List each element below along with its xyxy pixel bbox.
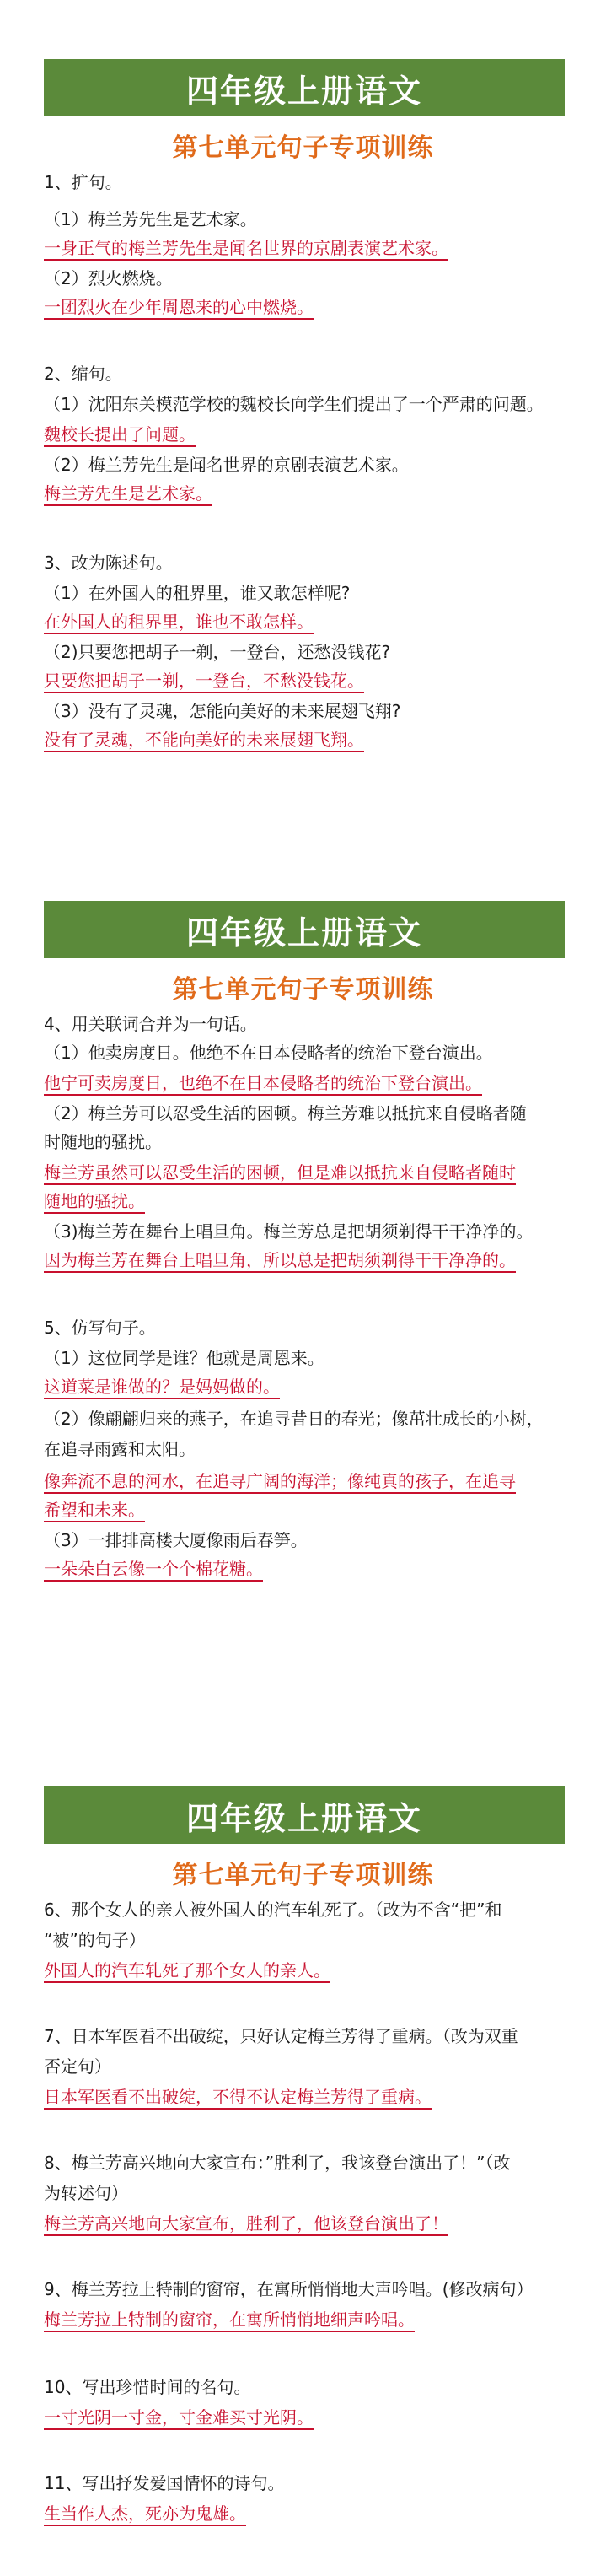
question-line bbox=[44, 2471, 284, 2495]
question-line bbox=[44, 581, 350, 605]
answer-text: 梅兰芳拉上特制的窗帘，在寓所悄悄地细声吟唱。 bbox=[44, 2309, 415, 2332]
question-line bbox=[44, 1928, 146, 1952]
answer-text: 一身正气的梅兰芳先生是闻名世界的京剧表演艺术家。 bbox=[44, 238, 448, 261]
question-text: “被”的句子） bbox=[44, 1930, 146, 1950]
answer-line bbox=[44, 1189, 145, 1213]
question-text: （2）梅兰芳先生是闻名世界的京剧表演艺术家。 bbox=[44, 455, 409, 475]
question-text: 7、日本军医看不出破绽，只好认定梅兰芳得了重病。（改为双重 bbox=[44, 2026, 518, 2046]
question-text: 4、用关联词合并为一句话。 bbox=[44, 1014, 257, 1034]
question-line bbox=[44, 2024, 518, 2048]
answer-line bbox=[44, 2308, 415, 2331]
question-text: 11、写出抒发爱国情怀的诗句。 bbox=[44, 2473, 285, 2493]
answer-line bbox=[44, 1469, 516, 1493]
question-text: （3）没有了灵魂，怎能向美好的未来展翅飞翔? bbox=[44, 701, 401, 721]
answer-line bbox=[44, 423, 196, 446]
answer-text: 随地的骚扰。 bbox=[44, 1191, 145, 1214]
answer-line bbox=[44, 2502, 246, 2525]
question-text: （1）这位同学是谁？他就是周恩来。 bbox=[44, 1348, 324, 1368]
question-text: 9、梅兰芳拉上特制的窗帘，在寓所悄悄地大声吟唱。(修改病句） bbox=[44, 2279, 534, 2299]
answer-line bbox=[44, 1161, 516, 1184]
answer-line bbox=[44, 295, 314, 319]
question-text: 2、缩句。 bbox=[44, 364, 122, 384]
question-line bbox=[44, 640, 390, 664]
answer-text: 没有了灵魂，不能向美好的未来展翅飞翔。 bbox=[44, 730, 364, 752]
question-text: 否定句） bbox=[44, 2056, 111, 2077]
question-line bbox=[44, 1102, 527, 1125]
answer-text: 希望和未来。 bbox=[44, 1500, 145, 1522]
section-subtitle: 第七单元句子专项训练 bbox=[172, 133, 434, 163]
question-text: 10、写出珍惜时间的名句。 bbox=[44, 2377, 251, 2397]
question-line bbox=[44, 2277, 534, 2301]
answer-line bbox=[44, 1375, 280, 1398]
question-line bbox=[44, 267, 173, 290]
question-text: 8、梅兰芳高兴地向大家宣布：”胜利了，我该登台演出了！”（改 bbox=[44, 2153, 511, 2173]
question-line bbox=[44, 699, 400, 723]
answer-text: 因为梅兰芳在舞台上唱旦角，所以总是把胡须剃得干干净净的。 bbox=[44, 1250, 516, 1273]
answer-text: 外国人的汽车轧死了那个女人的亲人。 bbox=[44, 1960, 330, 1983]
question-line bbox=[44, 2181, 128, 2205]
question-line bbox=[44, 362, 122, 385]
answer-line bbox=[44, 1248, 516, 1272]
question-text: （1）梅兰芳先生是艺术家。 bbox=[44, 209, 257, 229]
answer-text: 像奔流不息的河水，在追寻广阔的海洋；像纯真的孩子，在追寻 bbox=[44, 1471, 516, 1494]
question-line bbox=[44, 2375, 250, 2399]
answer-text: 只要您把胡子一剃，一登台，不愁没钱花。 bbox=[44, 671, 364, 693]
question-line bbox=[44, 1898, 501, 1921]
question-text: （1）他卖房度日。他绝不在日本侵略者的统治下登台演出。 bbox=[44, 1043, 493, 1063]
question-line bbox=[44, 1528, 308, 1552]
question-text: 3、改为陈述句。 bbox=[44, 552, 173, 573]
answer-text: 日本军医看不出破绽，不得不认定梅兰芳得了重病。 bbox=[44, 2087, 432, 2110]
answer-text: 这道菜是谁做的？是妈妈做的。 bbox=[44, 1377, 280, 1399]
answer-line bbox=[44, 728, 364, 752]
section-banner-title: 四年级上册语文 bbox=[44, 59, 565, 116]
question-text: 6、那个女人的亲人被外国人的汽车轧死了。（改为不含“把”和 bbox=[44, 1900, 502, 1920]
answer-line bbox=[44, 669, 364, 693]
question-line bbox=[44, 1130, 162, 1154]
question-text: （3)梅兰芳在舞台上唱旦角。梅兰芳总是把胡须剃得干干净净的。 bbox=[44, 1221, 534, 1242]
question-text: （1）在外国人的租界里，谁又敢怎样呢? bbox=[44, 583, 351, 603]
question-line bbox=[44, 392, 544, 416]
answer-text: 生当作人杰，死亦为鬼雄。 bbox=[44, 2503, 246, 2526]
question-line bbox=[44, 1220, 534, 1243]
answer-line bbox=[44, 610, 314, 633]
answer-line bbox=[44, 2212, 448, 2235]
question-line bbox=[44, 1012, 257, 1036]
question-line bbox=[44, 170, 122, 194]
section-banner-title: 四年级上册语文 bbox=[44, 901, 565, 958]
question-text: 5、仿写句子。 bbox=[44, 1318, 156, 1338]
answer-text: 魏校长提出了问题。 bbox=[44, 424, 196, 447]
question-text: （2）梅兰芳可以忍受生活的困顿。梅兰芳难以抵抗来自侵略者随 bbox=[44, 1103, 527, 1124]
question-line bbox=[44, 1407, 544, 1431]
answer-text: 他宁可卖房度日，也绝不在日本侵略者的统治下登台演出。 bbox=[44, 1073, 482, 1096]
answer-text: 一团烈火在少年周恩来的心中燃烧。 bbox=[44, 297, 314, 320]
answer-text: 梅兰芳高兴地向大家宣布，胜利了，他该登台演出了！ bbox=[44, 2213, 448, 2236]
answer-line bbox=[44, 1557, 263, 1581]
question-line bbox=[44, 2055, 111, 2078]
question-line bbox=[44, 1346, 324, 1370]
question-line bbox=[44, 453, 409, 477]
question-line bbox=[44, 2151, 510, 2175]
question-text: 1、扩句。 bbox=[44, 172, 122, 192]
question-text: 在追寻雨露和太阳。 bbox=[44, 1439, 196, 1459]
answer-line bbox=[44, 1071, 482, 1095]
answer-line bbox=[44, 482, 212, 505]
answer-text: 一朵朵白云像一个个棉花糖。 bbox=[44, 1559, 263, 1582]
answer-line bbox=[44, 1498, 145, 1522]
answer-line bbox=[44, 2406, 314, 2429]
question-text: （3）一排排高楼大厦像雨后春笋。 bbox=[44, 1530, 308, 1550]
section-subtitle: 第七单元句子专项训练 bbox=[172, 1861, 434, 1890]
answer-text: 一寸光阴一寸金，寸金难买寸光阴。 bbox=[44, 2407, 314, 2430]
question-text: （2)只要您把胡子一剃，一登台，还愁没钱花? bbox=[44, 642, 391, 662]
answer-line bbox=[44, 1959, 330, 1982]
answer-line bbox=[44, 2085, 432, 2109]
question-text: （2）烈火燃烧。 bbox=[44, 268, 173, 288]
question-line bbox=[44, 207, 257, 231]
section-subtitle: 第七单元句子专项训练 bbox=[172, 975, 434, 1005]
question-text: 时随地的骚扰。 bbox=[44, 1132, 162, 1152]
question-text: （1）沈阳东关模范学校的魏校长向学生们提出了一个严肃的问题。 bbox=[44, 394, 544, 414]
question-text: （2）像翩翩归来的燕子，在追寻昔日的春光；像茁壮成长的小树， bbox=[44, 1409, 544, 1429]
answer-text: 梅兰芳先生是艺术家。 bbox=[44, 483, 212, 506]
answer-text: 在外国人的租界里，谁也不敢怎样。 bbox=[44, 612, 314, 634]
question-line bbox=[44, 1316, 156, 1339]
question-line bbox=[44, 1041, 493, 1064]
answer-line bbox=[44, 236, 448, 260]
section-banner-title: 四年级上册语文 bbox=[44, 1786, 565, 1844]
question-line bbox=[44, 1437, 196, 1461]
question-text: 为转述句） bbox=[44, 2183, 128, 2203]
question-line bbox=[44, 551, 173, 574]
answer-text: 梅兰芳虽然可以忍受生活的困顿，但是难以抵抗来自侵略者随时 bbox=[44, 1162, 516, 1185]
